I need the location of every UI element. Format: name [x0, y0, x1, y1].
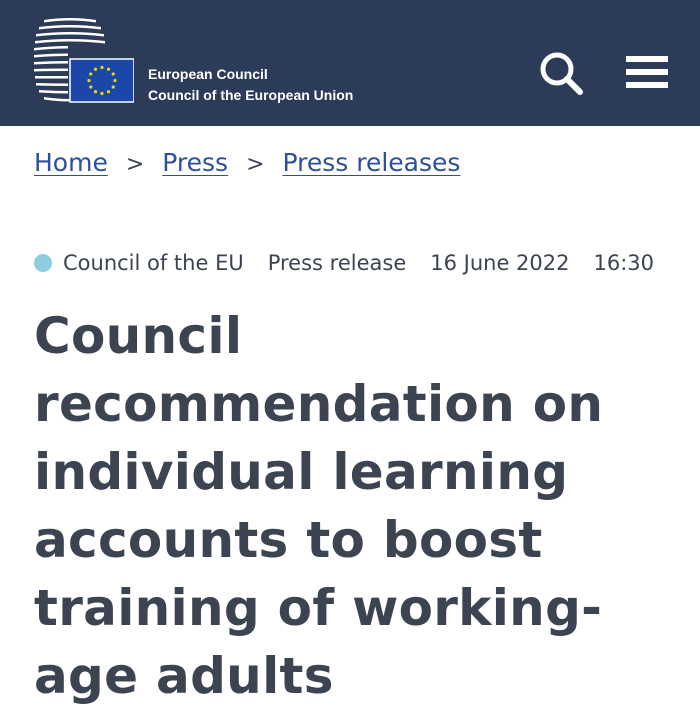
meta-type: Press release	[267, 251, 407, 275]
breadcrumb-home-link[interactable]: Home	[34, 148, 108, 177]
menu-button[interactable]	[626, 52, 670, 92]
eu-star-icon	[94, 68, 97, 71]
search-button[interactable]	[538, 50, 584, 96]
breadcrumb-separator: >	[246, 152, 265, 177]
council-building-logo-icon	[34, 16, 134, 104]
breadcrumb-separator: >	[125, 152, 145, 177]
eu-star-icon	[107, 90, 110, 93]
eu-star-icon	[100, 66, 103, 69]
article-title: Council recommendation on individual learning accounts to boost training of working-age adults	[34, 307, 604, 705]
eu-star-icon	[100, 92, 103, 95]
eu-star-icon	[112, 85, 115, 88]
eu-star-icon	[107, 68, 110, 71]
category-dot-icon	[34, 254, 52, 272]
meta-source: Council of the EU	[63, 251, 244, 275]
breadcrumb-press-link[interactable]: Press	[162, 148, 229, 177]
eu-star-icon	[112, 72, 115, 75]
eu-star-icon	[87, 79, 90, 82]
search-icon	[538, 50, 584, 96]
org-name-line1: European Council	[148, 66, 268, 82]
meta-time: 16:30	[593, 251, 655, 275]
eu-star-icon	[113, 79, 116, 82]
breadcrumb-press-releases-link[interactable]: Press releases	[282, 148, 461, 177]
breadcrumb	[34, 146, 460, 182]
organization-name[interactable]	[148, 64, 353, 106]
eu-star-icon	[89, 72, 92, 75]
hamburger-menu-icon	[626, 52, 670, 92]
eu-star-icon	[94, 90, 97, 93]
site-header	[0, 0, 700, 126]
meta-date: 16 June 2022	[430, 251, 570, 275]
org-name-line2: Council of the European Union	[148, 87, 354, 103]
eu-star-icon	[89, 85, 92, 88]
european-council-logo[interactable]	[34, 16, 134, 104]
article-meta	[34, 248, 654, 278]
